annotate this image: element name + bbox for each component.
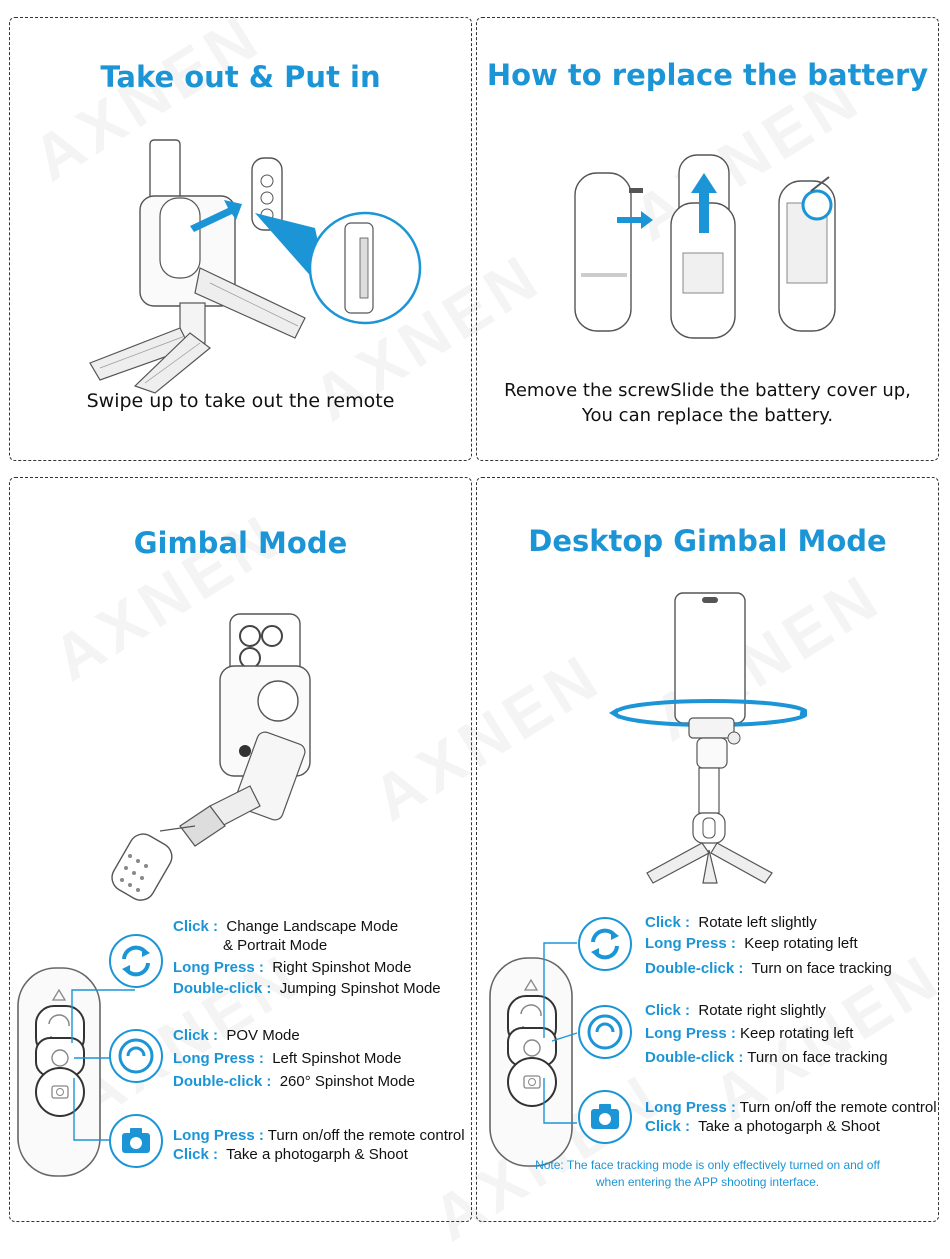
legend-row [173,980,441,997]
legend-label: Long Press : [645,1025,736,1042]
legend-row [645,935,858,952]
legend-text: Keep rotating left [740,1025,854,1042]
legend-text: Take a photogarph & Shoot [226,1146,408,1163]
legend-label: Long Press : [645,935,736,952]
legend-text: Take a photogarph & Shoot [698,1118,880,1135]
tripod-remote-illustration [60,118,440,398]
legend-label: Long Press : [645,1099,736,1116]
legend-text: POV Mode [226,1027,300,1044]
panel-gimbal-mode [9,477,472,1222]
panel-title: Gimbal Mode [133,526,348,560]
legend-row [173,1146,408,1163]
legend-row [173,1027,300,1044]
legend-row [645,960,892,977]
legend-label: Click : [173,918,219,935]
legend-row [645,1002,826,1019]
legend-text: Turn on face tracking [751,960,892,977]
desktop-gimbal-illustration [607,588,807,888]
legend-label: Double-click : [173,1073,272,1090]
panel-title: Desktop Gimbal Mode [528,524,887,558]
legend-label: Long Press : [173,959,264,976]
legend-row [645,1099,937,1116]
note-line2: when entering the APP shooting interface. [595,1175,820,1189]
legend-row [645,914,817,931]
legend-text: Turn on/off the remote control [739,1099,937,1116]
legend-text: 260° Spinshot Mode [279,1073,415,1090]
legend-text: Right Spinshot Mode [272,959,412,976]
legend-label: Long Press : [173,1127,264,1144]
panel-take-out [9,17,472,461]
legend-row [173,1050,401,1067]
legend-text: Turn on face tracking [747,1049,888,1066]
handheld-gimbal-illustration [100,606,340,906]
panel-title: Take out & Put in [100,60,381,94]
legend-row [173,959,411,976]
legend-label: Click : [173,1027,219,1044]
legend-row [645,1025,853,1042]
legend-label: Double-click : [645,960,744,977]
panel-battery [476,17,939,461]
legend-text: Keep rotating left [744,935,858,952]
spiral-icon [108,1028,164,1084]
legend-row [645,1118,880,1135]
panel-caption-line2: You can replace the battery. [581,405,834,426]
legend-label: Click : [645,1002,691,1019]
legend-row [173,1073,415,1090]
legend-label: Double-click : [645,1049,744,1066]
legend-label: Click : [645,914,691,931]
battery-replacement-illustration [567,133,867,343]
camera-icon [577,1089,633,1145]
legend-text: & Portrait Mode [223,937,328,954]
legend-text: Change Landscape Mode [226,918,399,935]
legend-text: Left Spinshot Mode [272,1050,402,1067]
legend-row [645,1049,888,1066]
panel-title: How to replace the battery [486,58,929,92]
legend-label: Double-click : [173,980,272,997]
legend-text: Turn on/off the remote control [267,1127,465,1144]
panel-caption: Swipe up to take out the remote [86,390,395,412]
note-line1: Note: The face tracking mode is only effectively turned on and off [535,1158,880,1172]
camera-icon [108,1113,164,1169]
legend-row [223,937,327,954]
legend-text: Jumping Spinshot Mode [279,980,441,997]
legend-text: Rotate left slightly [698,914,817,931]
spiral-icon [577,1004,633,1060]
panel-caption-line1: Remove the screwSlide the battery cover up, [504,380,911,401]
legend-label: Click : [645,1118,691,1135]
legend-row [173,1127,465,1144]
legend-label: Long Press : [173,1050,264,1067]
rotate-arrows-icon [108,933,164,989]
legend-text: Rotate right slightly [698,1002,826,1019]
legend-label: Click : [173,1146,219,1163]
rotate-arrows-icon [577,916,633,972]
panel-desktop-gimbal-mode [476,477,939,1222]
legend-row [173,918,398,935]
